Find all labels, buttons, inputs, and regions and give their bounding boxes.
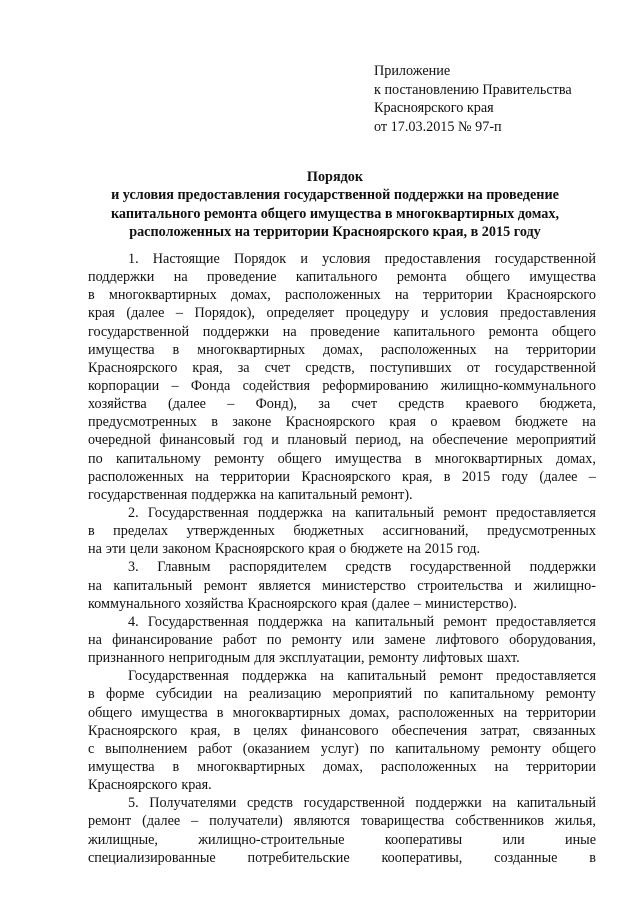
body-word: выполнением — [105, 740, 188, 757]
body-word: – — [171, 377, 179, 394]
body-word: капитального — [393, 323, 475, 340]
body-word: предоставления — [499, 305, 596, 322]
body-word: очередной — [88, 432, 151, 449]
body-word: края, — [192, 359, 223, 376]
body-line — [88, 722, 596, 740]
body-word: краевом — [451, 414, 501, 431]
body-word: предоставления — [384, 251, 481, 267]
body-word: домах, — [323, 758, 363, 775]
body-word: мероприятий — [332, 686, 413, 703]
body-word: ремонту — [545, 686, 596, 703]
body-line — [88, 250, 596, 268]
body-word: период, — [355, 432, 402, 449]
body-word: Красноярского — [301, 468, 391, 485]
body-word: имущества — [334, 450, 402, 467]
body-word: расположенных — [88, 468, 184, 485]
body-word: и — [271, 432, 279, 449]
body-word: ремонт — [443, 613, 487, 630]
body-word: работ — [222, 631, 257, 648]
appendix-line: к постановлению Правительства — [374, 81, 572, 98]
body-word: Красноярского — [214, 541, 305, 558]
body-word: ремонту — [490, 740, 542, 757]
body-word: предоставляется — [495, 668, 596, 685]
body-word: многоквартирных — [232, 704, 341, 721]
body-line — [88, 268, 596, 286]
body-word: многоквартирных — [108, 287, 217, 304]
body-word: признанного — [88, 650, 165, 667]
body-word: Красноярского — [247, 595, 337, 612]
body-word: кооперативы — [384, 831, 463, 848]
body-word: территории — [526, 341, 596, 358]
body-line — [88, 613, 596, 631]
body-line — [88, 685, 596, 703]
body-word: работ — [198, 740, 232, 757]
body-line — [88, 286, 596, 304]
body-line — [88, 849, 596, 867]
body-word: ремонт). — [361, 486, 413, 503]
appendix-line: от 17.03.2015 № 97-п — [374, 118, 502, 135]
body-word: жилья, — [554, 813, 596, 830]
body-word: поддержки — [415, 795, 482, 812]
body-word: и — [300, 251, 308, 267]
body-word: 1. — [128, 251, 139, 267]
body-word: имущества — [529, 269, 596, 286]
body-word: 4. — [128, 613, 139, 630]
body-word: корпорации — [88, 377, 160, 394]
body-word: получатели) — [209, 813, 283, 830]
body-word: жилищно-коммунального — [440, 377, 596, 394]
body-word: содействия — [242, 377, 311, 394]
body-word: проведение — [310, 323, 380, 340]
body-word: услуг) — [320, 740, 359, 757]
body-word: капитальный — [355, 613, 435, 630]
body-word: средств — [345, 559, 392, 576]
body-word: домах, — [556, 450, 596, 467]
document-title — [70, 168, 600, 242]
body-word: форме — [106, 686, 145, 703]
body-word: Красноярского — [88, 722, 178, 739]
body-word: государственная — [88, 486, 188, 503]
body-word: хозяйства — [88, 396, 147, 413]
body-word: утвержденных — [186, 523, 275, 540]
body-word: шахт. — [487, 650, 520, 667]
body-line — [88, 558, 596, 576]
body-word: предоставляется — [495, 613, 596, 630]
body-line — [88, 794, 596, 812]
body-word: (далее — [371, 595, 410, 612]
body-word: территории — [526, 758, 596, 775]
body-word: строительства — [417, 577, 504, 594]
body-word: обеспечение — [432, 432, 508, 449]
title-line: и условия предоставления государственной поддержки на проведение — [111, 187, 559, 204]
body-word: условия — [440, 305, 489, 322]
body-word: процедуру — [345, 305, 410, 322]
body-word: края, — [190, 722, 221, 739]
body-word: о — [339, 541, 347, 558]
body-word: в — [172, 758, 180, 775]
appendix-line: Красноярского края — [374, 100, 494, 117]
body-line — [88, 450, 596, 468]
body-word: домах, — [349, 704, 390, 721]
body-word: капитального — [295, 269, 378, 286]
body-word: по — [88, 450, 103, 467]
body-word: и — [420, 305, 429, 322]
body-word: замене — [384, 631, 426, 648]
body-word: на — [173, 269, 188, 286]
body-word: Получателями — [149, 795, 237, 812]
body-word: год. — [457, 541, 481, 558]
body-word: на — [88, 631, 102, 648]
body-line — [88, 831, 596, 849]
body-line — [88, 667, 596, 685]
body-word: в — [172, 341, 180, 358]
body-word: расположенных — [284, 287, 381, 304]
body-word: территории — [526, 704, 596, 721]
body-word: в — [216, 704, 224, 721]
body-word: на — [494, 758, 509, 775]
appendix-header — [374, 62, 572, 136]
body-word: или — [502, 831, 525, 848]
body-word: на — [406, 541, 421, 558]
body-line — [88, 631, 596, 649]
body-word: по — [369, 740, 385, 757]
body-word: домах, — [323, 341, 363, 358]
body-word: краевого — [465, 396, 519, 413]
body-word: в — [589, 849, 596, 866]
body-word: счет — [351, 396, 378, 413]
body-word: поддержка — [257, 613, 323, 630]
body-word: о — [430, 414, 438, 431]
body-word: Красноярского — [506, 287, 596, 304]
body-word: бюджете — [350, 541, 403, 558]
body-word: условия — [322, 251, 371, 267]
body-word: жилищно-строительные — [198, 831, 345, 848]
body-word: год — [243, 432, 263, 449]
body-word: края — [340, 595, 368, 612]
body-word: Красноярского — [88, 777, 178, 794]
body-word: определяет — [266, 305, 335, 322]
body-word: на — [492, 795, 507, 812]
body-word: ремонт — [443, 504, 487, 521]
body-word: бюджета, — [539, 396, 596, 413]
body-line — [88, 377, 596, 395]
body-word: проведение — [207, 269, 277, 286]
body-word: Порядок), — [194, 305, 255, 322]
body-word: за — [237, 359, 250, 376]
body-word: потребительские — [247, 849, 350, 866]
body-word: поддержка — [257, 504, 323, 521]
body-line — [88, 504, 596, 522]
body-word: территории — [422, 287, 493, 304]
body-word: министерство). — [424, 595, 517, 612]
appendix-line: Приложение — [374, 63, 451, 79]
body-word: за — [318, 396, 331, 413]
body-word: края — [389, 414, 417, 431]
body-word: ремонт — [88, 813, 132, 830]
body-word: жилищно- — [533, 577, 596, 594]
body-word: (далее — [167, 396, 206, 413]
body-line — [88, 740, 596, 758]
body-word: Государственная — [147, 613, 249, 630]
body-word: ремонта — [488, 323, 539, 340]
body-word: (далее — [126, 305, 165, 322]
body-word: финансовый — [159, 432, 235, 449]
body-word: плановый — [287, 432, 347, 449]
body-word: государственной — [303, 795, 405, 812]
body-word: ремонт — [439, 668, 483, 685]
body-word: в — [443, 468, 451, 485]
body-word: непригодным — [168, 650, 251, 667]
body-word: общего — [277, 450, 322, 467]
body-word: 3. — [128, 559, 139, 576]
body-word: – — [175, 305, 184, 322]
body-word: году — [501, 468, 529, 485]
body-word: 5. — [128, 795, 139, 812]
body-line — [88, 486, 596, 504]
body-word: реализацию — [248, 686, 322, 703]
body-word: края. — [181, 777, 212, 794]
body-word: затрат, — [480, 722, 520, 739]
body-word: 2015 — [424, 541, 454, 558]
body-word: расположенных — [380, 341, 477, 358]
body-word: и — [514, 577, 523, 594]
body-word: капитальный — [113, 577, 193, 594]
body-word: жилищные, — [88, 831, 158, 848]
body-word: государственной — [409, 559, 511, 576]
body-word: товарищества — [360, 813, 445, 830]
body-word: общего — [551, 740, 596, 757]
body-word: созданные — [494, 849, 558, 866]
body-word: бюджетных — [293, 523, 364, 540]
body-word: государственной — [494, 359, 596, 376]
body-word: на — [582, 414, 596, 431]
body-word: капитальный — [355, 504, 435, 521]
body-word: обеспечения — [391, 722, 468, 739]
body-word: государственной — [494, 251, 596, 267]
body-line — [88, 323, 596, 341]
body-word: собственников — [455, 813, 544, 830]
body-line — [88, 812, 596, 830]
body-line — [88, 413, 596, 431]
body-line — [88, 577, 596, 595]
body-word: поддержка — [191, 486, 257, 503]
body-word: расположенных — [398, 704, 495, 721]
body-word: бюджете — [515, 414, 568, 431]
body-word: на — [331, 504, 346, 521]
body-word: предусмотренных — [88, 414, 197, 431]
body-line — [88, 595, 596, 613]
body-word: капитальный — [347, 668, 427, 685]
body-word: эксплуатации, — [279, 650, 365, 667]
body-word: в — [88, 523, 95, 540]
body-line — [88, 522, 596, 540]
body-line — [88, 540, 596, 558]
body-word: средств — [398, 396, 445, 413]
body-word: капитальному — [395, 740, 481, 757]
title-line: Порядок — [306, 169, 364, 185]
body-word: в — [88, 287, 95, 304]
body-word: – — [191, 813, 199, 830]
body-word: поддержка — [241, 668, 307, 685]
body-line — [88, 704, 596, 722]
body-word: эти — [105, 541, 126, 558]
body-word: территории — [220, 468, 291, 485]
body-line — [88, 758, 596, 776]
body-word: средств, — [305, 359, 355, 376]
body-word: Государственная — [128, 668, 229, 685]
body-word: связанных — [532, 722, 596, 739]
body-word: поддержки — [88, 269, 155, 286]
body-word: является — [258, 577, 311, 594]
body-word: в — [211, 414, 218, 431]
body-word: на — [88, 577, 102, 594]
body-word: на — [503, 704, 518, 721]
body-word: хозяйства — [184, 595, 244, 612]
body-word: иные — [564, 831, 596, 848]
body-line — [88, 649, 596, 667]
body-line — [88, 431, 596, 449]
body-word: ремонту — [368, 650, 419, 667]
body-word: на — [223, 686, 238, 703]
body-line — [88, 304, 596, 322]
body-line — [88, 468, 596, 486]
body-word: мероприятий — [516, 432, 596, 449]
body-word: лифтового — [435, 631, 499, 648]
body-word: на — [320, 668, 334, 685]
body-word: распорядителем — [229, 559, 327, 576]
body-word: министерство — [322, 577, 406, 594]
body-word: Красноярского — [285, 414, 375, 431]
body-word: на — [88, 541, 102, 558]
body-line — [88, 776, 596, 794]
body-word: – — [227, 396, 235, 413]
body-word: на — [260, 486, 275, 503]
body-word: имущества — [88, 758, 155, 775]
body-word: финансирование — [112, 631, 213, 648]
body-word: поступивших — [369, 359, 452, 376]
body-word: специализированные — [88, 849, 216, 866]
body-word: на — [282, 323, 297, 340]
body-word: пределах — [113, 523, 168, 540]
body-word: с — [88, 740, 95, 757]
body-word: Главным — [157, 559, 211, 576]
body-word: законом — [162, 541, 211, 558]
body-word: края — [308, 541, 336, 558]
body-word: на — [494, 341, 509, 358]
body-word: предоставляется — [495, 504, 596, 521]
body-word: ремонту — [214, 450, 265, 467]
body-line — [88, 359, 596, 377]
body-word: по — [266, 631, 282, 648]
body-word: для — [254, 650, 276, 667]
body-word: Настоящие — [152, 251, 220, 267]
body-word: оборудования, — [509, 631, 596, 648]
body-word: капитальному — [449, 686, 535, 703]
title-line: капитального ремонта общего имущества в многоквартирных домах, — [110, 205, 560, 222]
body-word: законе — [232, 414, 272, 431]
body-word: цели — [129, 541, 159, 558]
body-word: ассигнований, — [382, 523, 469, 540]
body-word: предусмотренных — [487, 523, 596, 540]
body-word: капитальному — [115, 450, 201, 467]
body-word: многоквартирных — [197, 758, 306, 775]
body-word: (далее — [142, 813, 181, 830]
body-word: счет — [264, 359, 291, 376]
body-word: на — [394, 287, 409, 304]
body-word: Фонд), — [255, 396, 297, 413]
body-word: поддержки — [202, 323, 270, 340]
body-word: имущества — [141, 704, 208, 721]
body-word: капитальный — [278, 486, 358, 503]
title-line: расположенных на территории Красноярского края, в 2015 году — [129, 224, 541, 241]
body-word: реформированию — [322, 377, 429, 394]
body-word: поддержки — [529, 559, 596, 576]
body-word: ремонт — [203, 577, 248, 594]
body-word: (далее — [539, 468, 578, 485]
body-word: – — [588, 468, 596, 485]
body-word: от — [466, 359, 480, 376]
body-word: по — [423, 686, 439, 703]
body-word: общего — [465, 269, 511, 286]
body-word: финансового — [300, 722, 379, 739]
body-word: на — [409, 432, 424, 449]
body-word: являются — [293, 813, 350, 830]
body-word: капитальный — [516, 795, 596, 812]
body-word: (оказанием — [242, 740, 310, 757]
body-word: в — [88, 686, 95, 703]
body-word: или — [351, 631, 375, 648]
body-word: в — [233, 722, 241, 739]
body-word: субсидии — [155, 686, 213, 703]
body-word: Государственная — [147, 504, 249, 521]
body-word: многоквартирных — [434, 450, 543, 467]
body-line — [88, 341, 596, 359]
body-word: ремонта — [396, 269, 447, 286]
body-word: Фонда — [190, 377, 231, 394]
body-word: края — [88, 305, 115, 322]
body-word: Красноярского — [88, 359, 178, 376]
body-word: средств — [247, 795, 293, 812]
body-line — [88, 395, 596, 413]
body-word: расположенных — [380, 758, 477, 775]
document-body — [88, 250, 596, 867]
body-word: 2015 — [461, 468, 491, 485]
body-word: – — [413, 595, 421, 612]
body-word: лифтовых — [422, 650, 483, 667]
body-word: общего — [88, 704, 133, 721]
body-word: общего — [551, 323, 596, 340]
body-word: домах, — [230, 287, 271, 304]
body-word: целях — [253, 722, 288, 739]
body-word: 2. — [128, 504, 139, 521]
body-word: на — [331, 613, 346, 630]
body-word: в — [414, 450, 422, 467]
body-word: многоквартирных — [197, 341, 306, 358]
body-word: Порядок — [233, 251, 287, 267]
body-word: на — [195, 468, 209, 485]
body-word: края, — [402, 468, 433, 485]
body-word: коммунального — [88, 595, 181, 612]
body-word: государственной — [88, 323, 190, 340]
body-word: кооперативы, — [381, 849, 463, 866]
body-word: ремонту — [291, 631, 342, 648]
body-word: имущества — [88, 341, 155, 358]
